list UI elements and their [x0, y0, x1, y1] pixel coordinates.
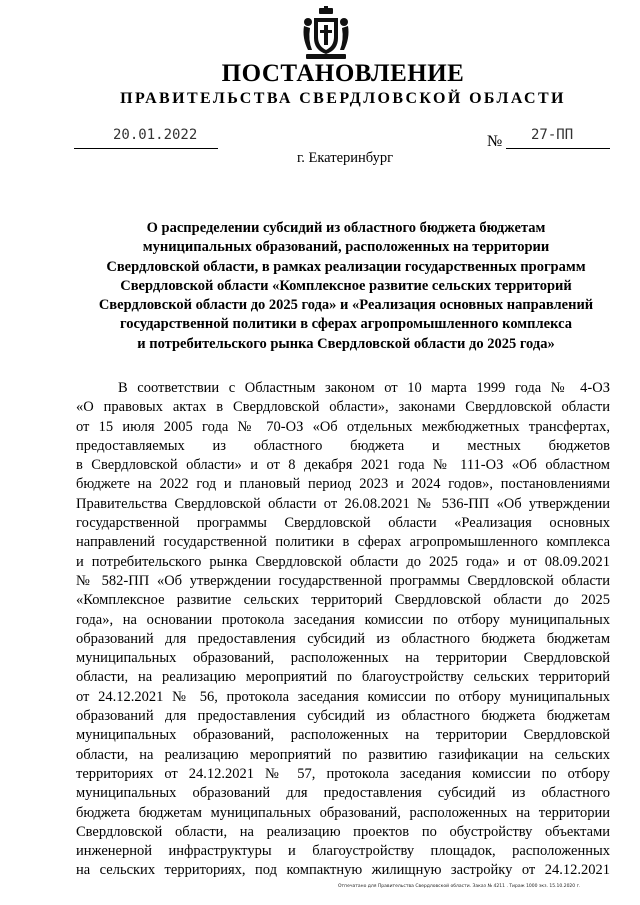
body-line: муниципальных образований для предоставления субсидий из областного [76, 785, 610, 802]
heading-line: Свердловской области до 2025 года» и «Реализация основных направлений [98, 297, 594, 314]
heading-line: и потребительского рынка Свердловской области до 2025 года» [137, 335, 555, 352]
heading-line: О распределении субсидий из областного бюджета бюджетам [146, 220, 546, 236]
document-date: 20.01.2022 [113, 127, 198, 143]
heading-line: муниципальных образований, расположенных на территории [142, 239, 550, 256]
body-line: предоставляемых из областного бюджета и местных бюджетов [76, 437, 610, 454]
body-line: направлений государственной политики в сферах агропромышленного комплекса [76, 534, 610, 551]
body-line: инженерной инфраструктуры и благоустройству площадок, расположенных [76, 843, 610, 860]
city-label: г. Екатеринбург [296, 150, 394, 166]
body-line: «Комплексное развитие сельских территорий Свердловской области до 2025 [76, 592, 610, 609]
body-line: Правительства Свердловской области от 26.08.2021 № 536-ПП «Об утверждении [76, 495, 610, 512]
document-number: 27-ПП [531, 127, 574, 143]
body-line: от 15 июля 2005 года № 70-ОЗ «Об отдельных межбюджетных трансфертах, [76, 418, 610, 435]
document-subtitle: ПРАВИТЕЛЬСТВА СВЕРДЛОВСКОЙ ОБЛАСТИ [120, 90, 566, 107]
body-line: Свердловской области, на реализацию проектов по обустройству объектами [76, 823, 610, 840]
document-heading [76, 219, 616, 354]
body-line: государственной программы Свердловской области «Реализация основных [76, 515, 610, 532]
body-line: «О правовых актах в Свердловской области», законами Свердловской области [76, 399, 610, 416]
body-line: в Свердловской области» и от 8 декабря 2021 года № 111-ОЗ «Об областном [76, 457, 610, 474]
body-line: области, на реализацию мероприятий по благоустройству сельских территорий [76, 669, 610, 686]
body-line: и потребительского рынка Свердловской области до 2025 года» и от 08.09.2021 [76, 553, 610, 570]
heading-line: государственной политики в сферах агропромышленного комплекса [120, 316, 572, 333]
body-line: года», на основании протокола заседания комиссии по отбору муниципальных [76, 611, 610, 628]
body-line: от 24.12.2021 № 56, протокола заседания комиссии по отбору муниципальных [76, 688, 610, 705]
body-paragraph [76, 379, 610, 881]
body-line: области, на реализацию мероприятий по развитию газификации на сельских [76, 746, 610, 763]
body-line: образований для предоставления субсидий из областного бюджета бюджетам [76, 708, 610, 725]
coat-of-arms-icon [300, 6, 352, 62]
number-sign: № [487, 133, 503, 150]
heading-line: Свердловской области «Комплексное развитие сельских территорий [120, 277, 572, 294]
date-underline [74, 148, 218, 149]
body-line: муниципальных образований, расположенных на территории Свердловской [76, 650, 610, 667]
body-line: муниципальных образований, расположенных на территории Свердловской [76, 727, 610, 744]
number-underline [506, 148, 610, 149]
document-title: ПОСТАНОВЛЕНИЕ [221, 60, 465, 87]
body-line: № 582-ПП «Об утверждении государственной программы Свердловской области [76, 572, 610, 589]
print-footer: Отпечатано для Правительства Свердловской области. Заказ № 4211 . Тираж 1000 экз. 15.10.2020 г. [338, 884, 581, 889]
body-line: образований для предоставления субсидий из областного бюджета бюджетам [76, 630, 610, 647]
heading-line: Свердловской области, в рамках реализации государственных программ [106, 258, 586, 275]
body-line: В соответствии с Областным законом от 10 марта 1999 года № 4-ОЗ [118, 380, 610, 396]
body-line: бюджете на 2022 год и плановый период 2023 и 2024 годов», постановлениями [76, 476, 610, 493]
body-line: бюджета бюджетам муниципальных образований, расположенных на территории [76, 804, 610, 821]
body-line: на сельских территориях, под компактную жилищную застройку от 24.12.2021 [76, 862, 610, 879]
body-line: территориях от 24.12.2021 № 57, протокола заседания комиссии по отбору [76, 765, 610, 782]
